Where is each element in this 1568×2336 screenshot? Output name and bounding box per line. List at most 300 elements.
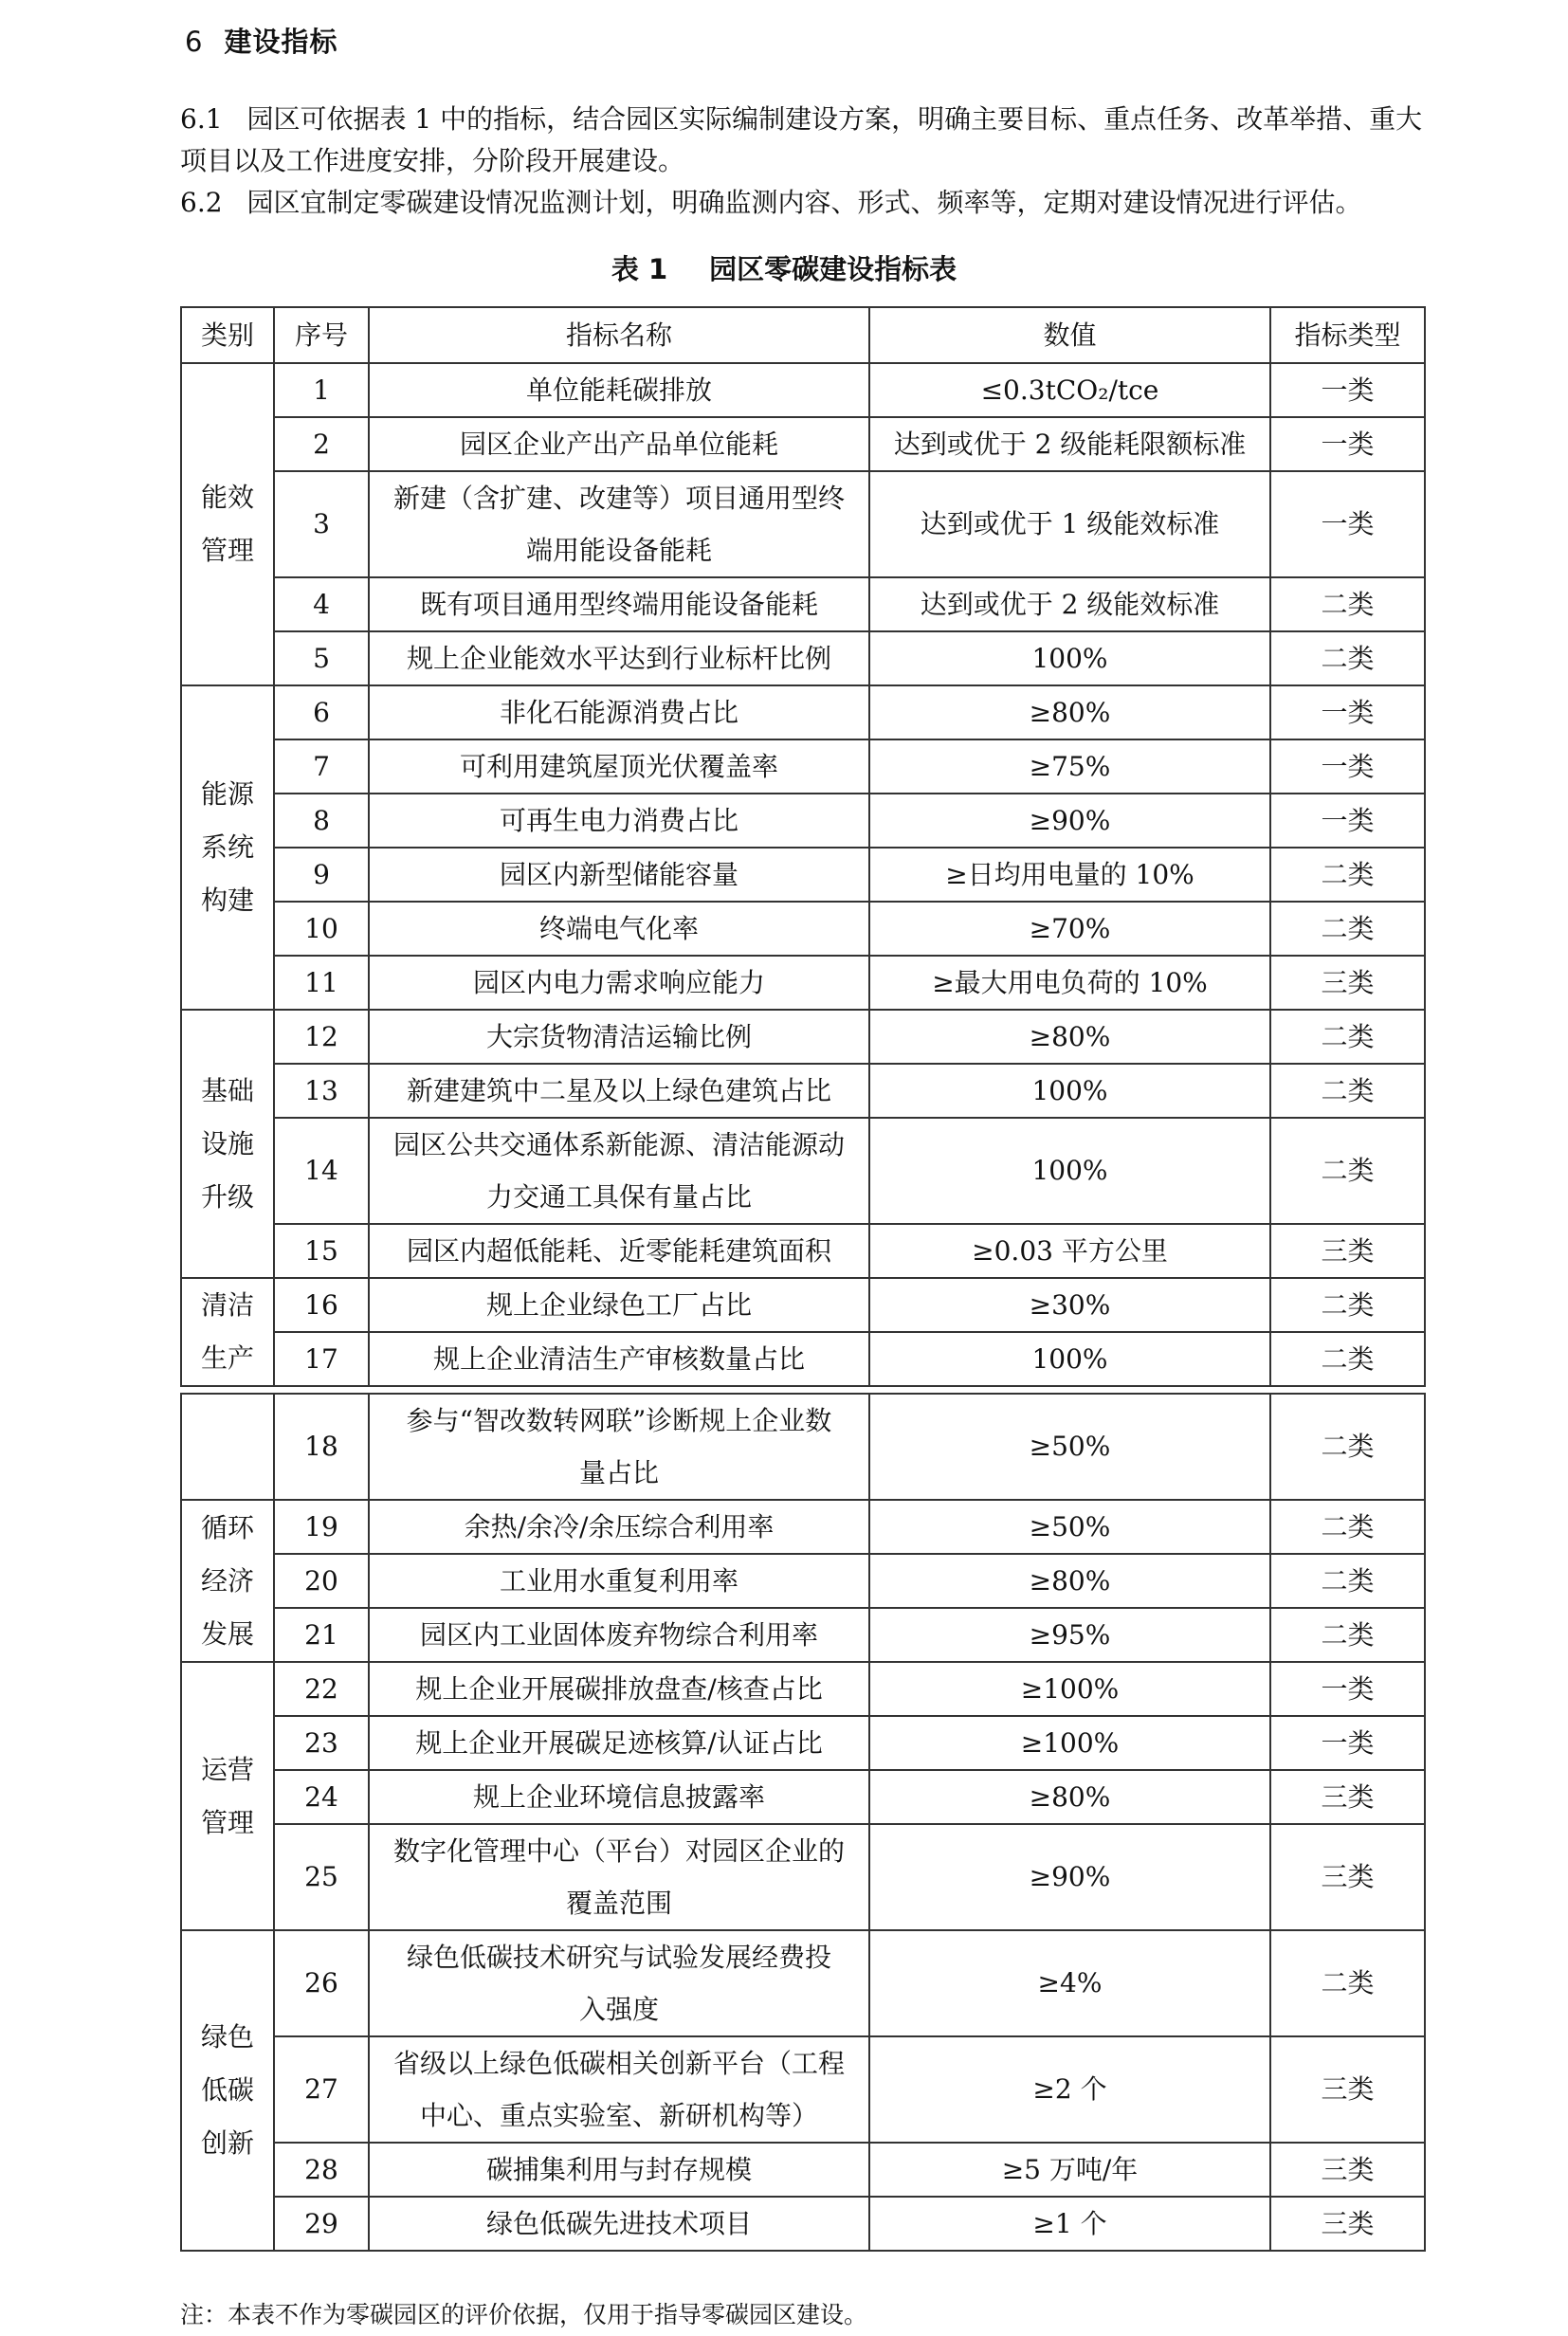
indicator-name: 规上企业能效水平达到行业标杆比例	[406, 643, 831, 674]
indicator-name-cell	[369, 1394, 869, 1500]
indicator-type: 一类	[1321, 696, 1375, 728]
table-row	[181, 685, 1425, 739]
category-label: 经济	[200, 1564, 254, 1597]
type-cell	[1270, 1394, 1425, 1500]
table-row	[181, 956, 1425, 1010]
indicator-name: 量占比	[578, 1457, 659, 1488]
value-cell	[869, 1716, 1270, 1770]
table-row	[181, 577, 1425, 631]
table-header-row	[181, 307, 1425, 363]
indicator-type: 二类	[1321, 588, 1375, 620]
serial-number: 13	[304, 1074, 338, 1106]
indicator-name: 规上企业开展碳排放盘查/核查占比	[415, 1673, 823, 1705]
indicator-name: 新建建筑中二星及以上绿色建筑占比	[406, 1075, 831, 1106]
table-row	[181, 1662, 1425, 1716]
type-cell	[1270, 2036, 1425, 2143]
indicator-name: 工业用水重复利用率	[499, 1565, 738, 1597]
serial-number-cell	[274, 363, 369, 417]
table-row	[181, 1554, 1425, 1608]
category-label: 管理	[200, 535, 254, 566]
indicator-type: 三类	[1321, 966, 1375, 998]
type-cell	[1270, 1118, 1425, 1224]
serial-number-cell	[274, 1554, 369, 1608]
indicator-name-cell	[369, 1824, 869, 1930]
indicator-name: 参与“智改数转网联”诊断规上企业数	[406, 1405, 832, 1436]
table-row	[181, 631, 1425, 685]
serial-number-cell	[274, 1662, 369, 1716]
indicator-name-cell	[369, 956, 869, 1010]
type-cell	[1270, 1500, 1425, 1554]
value-cell	[869, 2036, 1270, 2143]
indicator-name-cell	[369, 1010, 869, 1064]
serial-number-cell	[274, 1278, 369, 1332]
indicator-name-cell	[369, 577, 869, 631]
category-label: 循环	[200, 1511, 254, 1543]
indicator-name: 园区内超低能耗、近零能耗建筑面积	[406, 1235, 831, 1267]
indicator-name: 终端电气化率	[538, 913, 699, 944]
indicator-type: 一类	[1321, 804, 1375, 836]
table-row	[181, 1608, 1425, 1662]
serial-number: 27	[304, 2073, 338, 2105]
value-cell	[869, 1824, 1270, 1930]
indicator-value: 达到或优于 2 级能耗限额标准	[893, 428, 1247, 460]
value-cell	[869, 1278, 1270, 1332]
value-cell	[869, 685, 1270, 739]
value-cell	[869, 1118, 1270, 1224]
value-cell	[869, 848, 1270, 902]
header-label: 指标类型	[1294, 319, 1401, 351]
indicator-type: 一类	[1321, 508, 1375, 539]
indicator-name: 单位能耗碳排放	[525, 374, 712, 406]
indicator-name-cell	[369, 1064, 869, 1118]
indicator-name-cell	[369, 1500, 869, 1554]
indicator-name-cell	[369, 902, 869, 956]
serial-number-cell	[274, 1010, 369, 1064]
indicator-name: 中心、重点实验室、新研机构等）	[419, 2100, 818, 2131]
serial-number-cell	[274, 2197, 369, 2251]
serial-number-cell	[274, 577, 369, 631]
paragraph-6-2	[180, 182, 1441, 224]
serial-number-cell	[274, 417, 369, 471]
indicator-value: ≥100%	[1020, 1672, 1120, 1705]
serial-number: 29	[304, 2207, 338, 2239]
category-cell	[181, 363, 274, 685]
indicator-type: 二类	[1321, 1155, 1375, 1186]
indicator-value: 100%	[1031, 1155, 1108, 1186]
indicator-name-cell	[369, 1224, 869, 1278]
indicator-value: ≥80%	[1029, 1020, 1111, 1052]
serial-number-cell	[274, 1824, 369, 1930]
serial-number-cell	[274, 739, 369, 794]
value-cell	[869, 1554, 1270, 1608]
indicator-name-cell	[369, 2143, 869, 2197]
indicator-name: 规上企业绿色工厂占比	[485, 1289, 752, 1321]
serial-number: 21	[304, 1618, 338, 1651]
indicator-value: ≥0.03 平方公里	[972, 1234, 1168, 1267]
table-caption	[0, 248, 1568, 287]
indicator-value: ≥70%	[1029, 912, 1111, 944]
category-label: 构建	[200, 885, 254, 916]
table-row	[181, 1064, 1425, 1118]
indicator-type: 三类	[1321, 1861, 1375, 1892]
table-header-cell	[181, 307, 274, 363]
value-cell	[869, 2197, 1270, 2251]
indicator-value: ≥5 万吨/年	[1001, 2153, 1139, 2185]
indicator-name: 规上企业开展碳足迹核算/认证占比	[415, 1727, 823, 1759]
serial-number: 4	[313, 588, 330, 620]
serial-number-cell	[274, 794, 369, 848]
serial-number: 15	[304, 1234, 338, 1267]
type-cell	[1270, 1278, 1425, 1332]
table-row	[181, 1010, 1425, 1064]
indicator-name-cell	[369, 417, 869, 471]
serial-number: 19	[304, 1510, 338, 1542]
type-cell	[1270, 739, 1425, 794]
serial-number: 8	[313, 804, 330, 836]
serial-number-cell	[274, 1224, 369, 1278]
value-cell	[869, 956, 1270, 1010]
serial-number: 6	[313, 696, 330, 728]
type-cell	[1270, 794, 1425, 848]
serial-number-cell	[274, 902, 369, 956]
table-row	[181, 471, 1425, 577]
paragraph-6-1	[180, 99, 1441, 182]
indicator-type: 一类	[1321, 1672, 1375, 1705]
indicator-name: 覆盖范围	[565, 1888, 672, 1919]
value-cell	[869, 1662, 1270, 1716]
value-cell	[869, 1930, 1270, 2036]
indicator-name: 园区内新型储能容量	[499, 859, 738, 890]
table-row	[181, 848, 1425, 902]
indicator-type: 二类	[1321, 642, 1375, 674]
serial-number: 23	[304, 1726, 338, 1759]
indicator-name-cell	[369, 631, 869, 685]
type-cell	[1270, 848, 1425, 902]
category-label: 创新	[200, 2127, 254, 2159]
indicator-value: ≥1 个	[1032, 2207, 1107, 2239]
type-cell	[1270, 363, 1425, 417]
indicator-type: 三类	[1321, 2073, 1375, 2105]
indicator-value: ≥100%	[1020, 1726, 1120, 1759]
category-label: 管理	[200, 1806, 254, 1838]
indicator-name: 规上企业清洁生产审核数量占比	[432, 1343, 805, 1375]
serial-number-cell	[274, 1394, 369, 1500]
indicator-value: ≥2 个	[1032, 2073, 1107, 2105]
category-label: 能效	[200, 482, 254, 513]
indicator-name: 省级以上绿色低碳相关创新平台（工程	[392, 2048, 845, 2079]
serial-number: 9	[313, 858, 330, 890]
table-title: 园区零碳建设指标表	[709, 253, 957, 285]
category-cell	[181, 1662, 274, 1930]
indicator-value: ≤0.3tCO₂/tce	[980, 374, 1159, 406]
value-cell	[869, 2143, 1270, 2197]
indicator-value: ≥90%	[1029, 804, 1111, 836]
category-cell	[181, 1278, 274, 1386]
indicator-name-cell	[369, 794, 869, 848]
indicator-value: ≥最大用电负荷的 10%	[932, 966, 1208, 998]
serial-number: 5	[313, 642, 330, 674]
value-cell	[869, 631, 1270, 685]
serial-number: 22	[304, 1672, 338, 1705]
indicator-type: 三类	[1321, 2207, 1375, 2239]
indicator-type: 二类	[1321, 912, 1375, 944]
table-row	[181, 739, 1425, 794]
serial-number: 24	[304, 1780, 338, 1813]
category-label: 发展	[200, 1617, 254, 1650]
indicator-value: 100%	[1031, 642, 1108, 674]
indicator-type: 一类	[1321, 750, 1375, 782]
serial-number: 10	[304, 912, 338, 944]
indicator-type: 三类	[1321, 1234, 1375, 1267]
indicator-value: 100%	[1031, 1342, 1108, 1375]
category-label: 能源	[200, 778, 254, 810]
value-cell	[869, 794, 1270, 848]
type-cell	[1270, 577, 1425, 631]
category-label: 运营	[200, 1753, 254, 1785]
indicator-value: ≥95%	[1029, 1618, 1111, 1651]
table-row	[181, 902, 1425, 956]
table-row	[181, 363, 1425, 417]
table-row	[181, 2143, 1425, 2197]
serial-number: 28	[304, 2153, 338, 2185]
serial-number-cell	[274, 1770, 369, 1824]
table-row	[181, 1118, 1425, 1224]
indicator-name-cell	[369, 1278, 869, 1332]
table-row	[181, 1930, 1425, 2036]
serial-number-cell	[274, 685, 369, 739]
indicator-name-cell	[369, 1716, 869, 1770]
table-row	[181, 794, 1425, 848]
type-cell	[1270, 956, 1425, 1010]
value-cell	[869, 1770, 1270, 1824]
type-cell	[1270, 1554, 1425, 1608]
serial-number-cell	[274, 1064, 369, 1118]
table-row	[181, 1716, 1425, 1770]
type-cell	[1270, 631, 1425, 685]
type-cell	[1270, 1716, 1425, 1770]
indicator-name: 园区内工业固体废弃物综合利用率	[419, 1619, 818, 1651]
serial-number-cell	[274, 956, 369, 1010]
indicator-name-cell	[369, 1118, 869, 1224]
category-label: 低碳	[200, 2074, 254, 2106]
category-label: 绿色	[200, 2021, 254, 2053]
indicator-name-cell	[369, 1554, 869, 1608]
indicator-value: ≥75%	[1029, 750, 1111, 782]
type-cell	[1270, 902, 1425, 956]
serial-number-cell	[274, 1500, 369, 1554]
category-cell	[181, 1500, 274, 1662]
indicator-value: 100%	[1031, 1074, 1108, 1106]
indicator-type: 三类	[1321, 1780, 1375, 1813]
indicator-type: 三类	[1321, 2153, 1375, 2185]
serial-number: 25	[304, 1861, 338, 1892]
type-cell	[1270, 1064, 1425, 1118]
category-label: 基础	[200, 1074, 254, 1106]
indicator-type: 二类	[1321, 1431, 1375, 1462]
type-cell	[1270, 2143, 1425, 2197]
indicator-name: 可利用建筑屋顶光伏覆盖率	[459, 751, 778, 782]
indicator-name-cell	[369, 1930, 869, 2036]
indicator-type: 二类	[1321, 858, 1375, 890]
indicator-name: 新建（含扩建、改建等）项目通用型终	[392, 483, 845, 514]
header-label: 指标名称	[565, 319, 672, 351]
indicator-name: 力交通工具保有量占比	[485, 1181, 752, 1213]
indicator-table-part-2	[180, 1393, 1426, 2252]
serial-number: 16	[304, 1288, 338, 1321]
indicator-value: ≥4%	[1037, 1967, 1103, 1998]
indicator-name: 余热/余冷/余压综合利用率	[464, 1511, 775, 1542]
indicator-type: 二类	[1321, 1510, 1375, 1542]
indicator-type: 一类	[1321, 374, 1375, 406]
indicator-name: 绿色低碳技术研究与试验发展经费投	[406, 1942, 831, 1973]
type-cell	[1270, 1930, 1425, 2036]
type-cell	[1270, 1332, 1425, 1386]
category-label: 设施	[200, 1127, 254, 1159]
indicator-name: 绿色低碳先进技术项目	[485, 2208, 752, 2239]
table-number: 表 1	[611, 253, 668, 285]
value-cell	[869, 739, 1270, 794]
paragraph-text: 园区可依据表 1 中的指标，结合园区实际编制建设方案，明确主要目标、重点任务、改革举措、重大项目以及工作进度安排，分阶段开展建设。	[180, 103, 1423, 176]
type-cell	[1270, 1662, 1425, 1716]
table-header-cell	[369, 307, 869, 363]
indicator-name-cell	[369, 1608, 869, 1662]
indicator-value: ≥80%	[1029, 1780, 1111, 1813]
indicator-type: 一类	[1321, 428, 1375, 460]
indicator-value: 达到或优于 1 级能效标准	[920, 508, 1220, 539]
value-cell	[869, 1332, 1270, 1386]
indicator-type: 二类	[1321, 1288, 1375, 1321]
value-cell	[869, 1224, 1270, 1278]
serial-number-cell	[274, 2036, 369, 2143]
serial-number-cell	[274, 1332, 369, 1386]
indicator-name-cell	[369, 739, 869, 794]
category-cell	[181, 1930, 274, 2251]
serial-number: 2	[313, 428, 330, 460]
type-cell	[1270, 2197, 1425, 2251]
section-title: 建设指标	[224, 26, 338, 58]
value-cell	[869, 902, 1270, 956]
value-cell	[869, 1064, 1270, 1118]
type-cell	[1270, 1824, 1425, 1930]
value-cell	[869, 1394, 1270, 1500]
value-cell	[869, 471, 1270, 577]
indicator-value: ≥80%	[1029, 1564, 1111, 1597]
indicator-type: 二类	[1321, 1074, 1375, 1106]
indicator-name: 非化石能源消费占比	[499, 697, 738, 728]
table-row	[181, 1824, 1425, 1930]
header-label: 序号	[294, 319, 348, 351]
header-label: 数值	[1043, 319, 1097, 351]
table-row	[181, 1224, 1425, 1278]
indicator-type: 二类	[1321, 1564, 1375, 1597]
table-header-cell	[274, 307, 369, 363]
indicator-value: ≥90%	[1029, 1861, 1111, 1892]
paragraph-number: 6.2	[180, 187, 223, 218]
serial-number-cell	[274, 471, 369, 577]
indicator-type: 二类	[1321, 1020, 1375, 1052]
table-row	[181, 1500, 1425, 1554]
section-number: 6	[185, 26, 204, 58]
value-cell	[869, 1608, 1270, 1662]
table-row	[181, 1332, 1425, 1386]
indicator-type: 二类	[1321, 1342, 1375, 1375]
indicator-name: 规上企业环境信息披露率	[472, 1781, 765, 1813]
indicator-name: 既有项目通用型终端用能设备能耗	[419, 589, 818, 620]
table-row	[181, 2197, 1425, 2251]
serial-number-cell	[274, 631, 369, 685]
serial-number-cell	[274, 1930, 369, 2036]
value-cell	[869, 363, 1270, 417]
indicator-name-cell	[369, 1770, 869, 1824]
indicator-name: 数字化管理中心（平台）对园区企业的	[392, 1835, 845, 1867]
type-cell	[1270, 471, 1425, 577]
indicator-name: 碳捕集利用与封存规模	[485, 2154, 752, 2185]
indicator-name-cell	[369, 685, 869, 739]
indicator-name: 园区企业产出产品单位能耗	[459, 429, 778, 460]
category-cell	[181, 1010, 274, 1278]
indicator-name-cell	[369, 1332, 869, 1386]
indicator-name-cell	[369, 2197, 869, 2251]
indicator-value: ≥50%	[1029, 1510, 1111, 1542]
serial-number: 7	[313, 750, 330, 782]
indicator-name: 园区内电力需求响应能力	[472, 967, 765, 998]
indicator-name: 大宗货物清洁运输比例	[485, 1021, 752, 1052]
type-cell	[1270, 417, 1425, 471]
indicator-name: 入强度	[578, 1994, 659, 2025]
serial-number: 26	[304, 1967, 338, 1998]
indicator-value: ≥30%	[1029, 1288, 1111, 1321]
indicator-value: 达到或优于 2 级能效标准	[920, 588, 1220, 620]
serial-number: 3	[313, 508, 330, 539]
type-cell	[1270, 1608, 1425, 1662]
table-row	[181, 1770, 1425, 1824]
table-row	[181, 2036, 1425, 2143]
serial-number-cell	[274, 1716, 369, 1770]
indicator-value: ≥80%	[1029, 696, 1111, 728]
category-cell	[181, 685, 274, 1010]
indicator-value: ≥50%	[1029, 1431, 1111, 1462]
serial-number: 1	[313, 374, 330, 406]
table-row	[181, 417, 1425, 471]
table-row	[181, 1278, 1425, 1332]
indicator-name: 园区公共交通体系新能源、清洁能源动	[392, 1129, 845, 1160]
serial-number: 11	[304, 966, 338, 998]
type-cell	[1270, 1010, 1425, 1064]
category-cell	[181, 1394, 274, 1500]
section-heading	[185, 21, 337, 60]
indicator-name-cell	[369, 1662, 869, 1716]
paragraph-number: 6.1	[180, 103, 223, 135]
paragraph-text: 园区宜制定零碳建设情况监测计划，明确监测内容、形式、频率等，定期对建设情况进行评估。	[246, 187, 1362, 218]
table-header-cell	[1270, 307, 1425, 363]
type-cell	[1270, 685, 1425, 739]
table-row	[181, 1394, 1425, 1500]
value-cell	[869, 1010, 1270, 1064]
value-cell	[869, 1500, 1270, 1554]
type-cell	[1270, 1770, 1425, 1824]
indicator-value: ≥日均用电量的 10%	[945, 858, 1194, 890]
indicator-name-cell	[369, 471, 869, 577]
category-label: 清洁	[200, 1289, 254, 1321]
serial-number-cell	[274, 848, 369, 902]
serial-number-cell	[274, 2143, 369, 2197]
table-note: 注：本表不作为零碳园区的评价依据，仅用于指导零碳园区建设。	[180, 2301, 868, 2328]
serial-number: 17	[304, 1342, 338, 1375]
category-label: 生产	[200, 1342, 254, 1374]
value-cell	[869, 577, 1270, 631]
indicator-type: 二类	[1321, 1967, 1375, 1998]
serial-number: 18	[304, 1431, 338, 1462]
